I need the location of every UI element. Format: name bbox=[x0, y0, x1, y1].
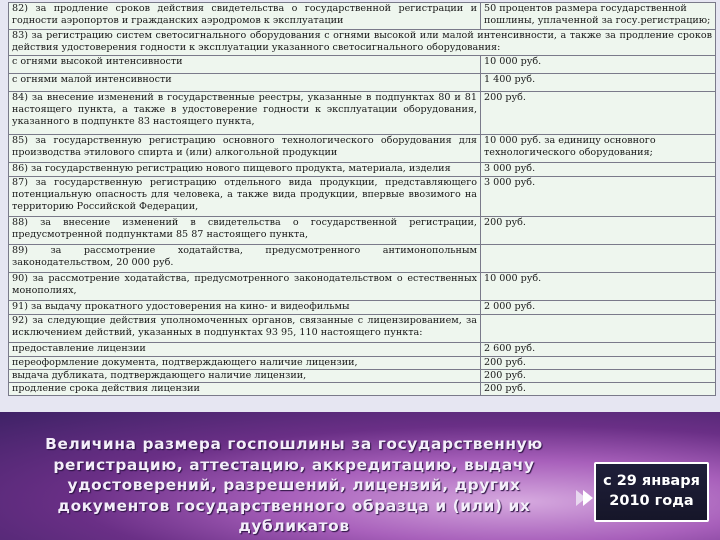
banner-title: Величина размера госпошлины за государственную регистрацию, аттестацию, аккредитацию, выдачу удостоверений, разрешений, лицензий, других документов государственного образца и (или) их дубликатов bbox=[45, 435, 543, 535]
row-fee: 10 000 руб. bbox=[481, 273, 716, 301]
row-description: продление срока действия лицензии bbox=[9, 383, 481, 396]
table-row bbox=[9, 163, 716, 177]
row-fee: 200 руб. bbox=[481, 217, 716, 245]
table-row bbox=[9, 245, 716, 273]
table-row bbox=[9, 74, 716, 92]
row-fee bbox=[481, 315, 716, 343]
table-row bbox=[9, 56, 716, 74]
table-row bbox=[9, 273, 716, 301]
row-description: 88) за внесение изменений в свидетельства о государственной регистрации, предусмотренной подпунктами 85 87 настоящего пункта, bbox=[9, 217, 481, 245]
table-row bbox=[9, 383, 716, 396]
row-description: 85) за государственную регистрацию основного технологического оборудования для производства этилового спирта и (или) алкогольной продукции bbox=[9, 135, 481, 163]
row-fee: 200 руб. bbox=[481, 357, 716, 370]
row-fee: 200 руб. bbox=[481, 383, 716, 396]
row-fee: 10 000 руб. за единицу основного технологического оборудования; bbox=[481, 135, 716, 163]
table-row bbox=[9, 177, 716, 217]
table-row bbox=[9, 30, 716, 56]
title-banner bbox=[0, 412, 720, 540]
row-description: переоформление документа, подтверждающего наличие лицензии, bbox=[9, 357, 481, 370]
row-description: предоставление лицензии bbox=[9, 343, 481, 357]
table-row bbox=[9, 92, 716, 135]
row-description: 86) за государственную регистрацию нового пищевого продукта, материала, изделия bbox=[9, 163, 481, 177]
table-row bbox=[9, 301, 716, 315]
row-description: 90) за рассмотрение ходатайства, предусмотренного законодательством о естественных монополиях, bbox=[9, 273, 481, 301]
fee-table bbox=[8, 2, 716, 396]
row-description: 89) за рассмотрение ходатайства, предусмотренного антимонопольным законодательством, 20 000 руб. bbox=[9, 245, 481, 273]
row-fee: 200 руб. bbox=[481, 370, 716, 383]
table-row bbox=[9, 3, 716, 30]
table-row bbox=[9, 357, 716, 370]
table-row bbox=[9, 217, 716, 245]
row-description: с огнями малой интенсивности bbox=[9, 74, 481, 92]
row-description: 91) за выдачу прокатного удостоверения на кино- и видеофильмы bbox=[9, 301, 481, 315]
row-fee: 3 000 руб. bbox=[481, 177, 716, 217]
row-fee: 2 600 руб. bbox=[481, 343, 716, 357]
row-description: 83) за регистрацию систем светосигнального оборудования с огнями высокой или малой интенсивности, а также за продление сроков действия удостоверения годности к эксплуатации указанного светосигнального оборудования: bbox=[9, 30, 716, 56]
row-fee: 2 000 руб. bbox=[481, 301, 716, 315]
row-fee: 10 000 руб. bbox=[481, 56, 716, 74]
table-row bbox=[9, 343, 716, 357]
arrow-right-icon bbox=[583, 490, 593, 506]
date-badge bbox=[594, 462, 709, 522]
row-description: с огнями высокой интенсивности bbox=[9, 56, 481, 74]
table-row bbox=[9, 315, 716, 343]
row-description: 92) за следующие действия уполномоченных органов, связанные с лицензированием, за исключением действий, указанных в подпунктах 93 95, 110 настоящего пункта: bbox=[9, 315, 481, 343]
row-fee: 3 000 руб. bbox=[481, 163, 716, 177]
row-fee: 200 руб. bbox=[481, 92, 716, 135]
row-fee: 1 400 руб. bbox=[481, 74, 716, 92]
date-line-1: с 29 января bbox=[603, 473, 700, 489]
row-fee bbox=[481, 245, 716, 273]
date-line-2: 2010 года bbox=[609, 493, 694, 509]
row-description: выдача дубликата, подтверждающего наличие лицензии, bbox=[9, 370, 481, 383]
row-description: 84) за внесение изменений в государственные реестры, указанные в подпунктах 80 и 81 настоящего пункта, а также в удостоверение годности к эксплуатации оборудования, указанного в подпункте 83 настоящего пункта, bbox=[9, 92, 481, 135]
row-description: 82) за продление сроков действия свидетельства о государственной регистрации и годности аэропортов и гражданских аэродромов к эксплуатации bbox=[9, 3, 481, 30]
row-fee: 50 процентов размера государственной пошлины, уплаченной за госу.регистрацию; bbox=[481, 3, 716, 30]
table-row bbox=[9, 135, 716, 163]
table-row bbox=[9, 370, 716, 383]
row-description: 87) за государственную регистрацию отдельного вида продукции, представляющего потенциальную опасность для человека, а также вида продукции, впервые ввозимого на территорию Российской Федерации, bbox=[9, 177, 481, 217]
